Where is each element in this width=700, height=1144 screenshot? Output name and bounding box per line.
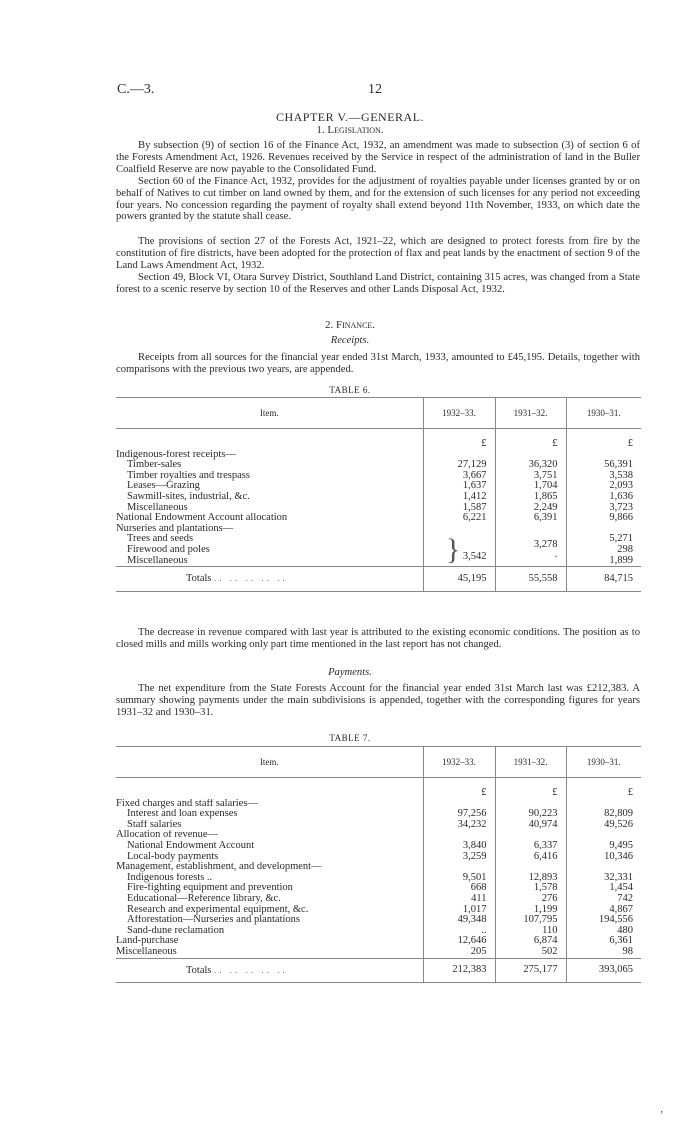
table6-row <box>116 492 641 503</box>
table6-cell: 6,391 <box>495 513 566 524</box>
table7-col-header: 1932–33. <box>423 747 495 778</box>
table6-row <box>116 524 641 535</box>
table7-col-header: Item. <box>116 747 423 778</box>
table6-row-label: Miscellaneous <box>116 503 423 514</box>
table7-row <box>116 947 641 958</box>
table7-row <box>116 894 641 905</box>
receipts-intro: Receipts from all sources for the financial year ended 31st March, 1933, amounted to £45,195. Details, together with comparisons with the previous two years, are appended. <box>116 352 640 375</box>
table6-col-header: 1930–31. <box>586 407 621 418</box>
page-number: 12 <box>368 82 382 97</box>
table7-cell: 10,346 <box>604 850 633 862</box>
table7-cell: 34,232 <box>423 820 495 831</box>
table7-title: TABLE 7. <box>329 733 371 743</box>
table6-currency-row <box>116 439 641 450</box>
table6-row <box>116 460 641 471</box>
table7-row <box>116 915 641 926</box>
table6-total: 55,558 <box>495 567 566 592</box>
table7-cell: 32,331 <box>604 871 633 883</box>
table7-row-label: Miscellaneous <box>116 947 423 958</box>
table6-cell: 1,587 <box>423 503 495 514</box>
table7-row-label: Interest and loan expenses <box>116 809 423 820</box>
table6-row-label: Indigenous-forest receipts— <box>116 450 423 461</box>
table7-cell: 12,646 <box>423 936 495 947</box>
table7-cell: 1,578 <box>495 883 566 894</box>
table7-cell: 49,348 <box>423 915 495 926</box>
table7-total: 393,065 <box>598 964 633 975</box>
table6-nursery-1931 <box>495 534 566 566</box>
table6-cell: 56,391 <box>604 459 633 471</box>
table6 <box>116 397 641 592</box>
table7-cell: 90,223 <box>495 809 566 820</box>
table7-cell: 6,416 <box>495 852 566 863</box>
table6-currency-symbol: £ <box>495 439 566 450</box>
table6-cell: 3,723 <box>609 501 633 513</box>
table7-cell: 1,199 <box>495 905 566 916</box>
table6-cell: 1,899 <box>609 554 633 566</box>
table6-row <box>116 450 641 461</box>
table6-totals-label: Totals .. .. .. .. .. <box>116 567 423 592</box>
table6-row <box>116 503 641 514</box>
table6-col-header: 1931–32. <box>495 398 566 429</box>
table7-cell: 82,809 <box>604 808 633 820</box>
table6-spacer-row <box>116 429 641 440</box>
table7-cell: 411 <box>423 894 495 905</box>
table7-cell: 6,361 <box>609 935 633 947</box>
table7-row-label: National Endowment Account <box>116 841 423 852</box>
table6-row-label: Timber royalties and trespass <box>116 471 423 482</box>
table7-total: 275,177 <box>495 958 566 983</box>
table7-cell: 1,017 <box>423 905 495 916</box>
table6-cell: 27,129 <box>423 460 495 471</box>
table6-row-label: National Endowment Account allocation <box>116 513 423 524</box>
table7-cell: 276 <box>495 894 566 905</box>
table7-cell: 6,874 <box>495 936 566 947</box>
table7-cell: 4,867 <box>609 903 633 915</box>
table7-cell: 205 <box>423 947 495 958</box>
table7-totals-row <box>116 958 641 983</box>
table7-row-label: Indigenous forests .. <box>116 873 423 884</box>
finance-heading: 2. Finance. <box>324 319 376 331</box>
table7-currency-row <box>116 788 641 799</box>
table6-cell: 1,636 <box>609 490 633 502</box>
table7 <box>116 746 641 983</box>
table7-row-label: Local-body payments <box>116 852 423 863</box>
table7-row <box>116 830 641 841</box>
table6-cell: 298 <box>617 543 633 555</box>
table6-cell: 3,751 <box>495 471 566 482</box>
table6-cell: 1,865 <box>495 492 566 503</box>
table6-row-label: Nurseries and plantations— <box>116 524 423 535</box>
legislation-heading: 1. Legislation. <box>316 124 384 136</box>
table7-cell: 668 <box>423 883 495 894</box>
table7-col-header: 1931–32. <box>495 747 566 778</box>
table7-body <box>116 788 641 958</box>
table6-totals-row <box>116 567 641 592</box>
table7-row <box>116 799 641 810</box>
table7-row <box>116 841 641 852</box>
table6-col-header: Item. <box>116 398 423 429</box>
table6-nursery-mark: . <box>554 549 558 561</box>
table6-cell: 36,320 <box>495 460 566 471</box>
table7-total: 212,383 <box>423 958 495 983</box>
table6-row <box>116 481 641 492</box>
table7-cell: 97,256 <box>423 809 495 820</box>
chapter-title: CHAPTER V.—GENERAL. <box>275 110 425 124</box>
legislation-paragraph: Section 60 of the Finance Act, 1932, provides for the adjustment of royalties payable under licenses granted by or on behalf of Natives to cut timber on land owned by them, and for the extension of such licenses for any period not exceeding four years. No concession regarding the payment of royalty shall extend beyond 11th November, 1933, on which date the powers granted by the statute shall cease. <box>116 176 640 223</box>
table6-nursery-row <box>116 534 641 545</box>
table7-row-label: Staff salaries <box>116 820 423 831</box>
payments-heading: Payments. <box>328 667 372 678</box>
table7-cell: 1,454 <box>609 882 633 894</box>
table6-cell: 1,704 <box>495 481 566 492</box>
table6-currency-symbol: £ <box>627 438 633 449</box>
table7-cell: 98 <box>622 945 633 957</box>
table7-cell: 49,526 <box>604 818 633 830</box>
table6-cell: 6,221 <box>423 513 495 524</box>
table6-cell <box>495 524 566 535</box>
legislation-paragraph: By subsection (9) of section 16 of the Finance Act, 1932, an amendment was made to subsection (3) of section 6 of the Forests Amendment Act, 1926. Revenues received by the Service in respect of the administration of land in the Buller Coalfield Reserve are now payable to the Consolidated Fund. <box>116 140 640 175</box>
table7-row-label: Allocation of revenue— <box>116 830 423 841</box>
table7-currency-symbol: £ <box>495 788 566 799</box>
table6-total: 45,195 <box>423 567 495 592</box>
table7-col-header: 1930–31. <box>586 756 621 767</box>
table6-row-label: Firewood and poles <box>116 545 423 556</box>
table7-cell: 12,893 <box>495 873 566 884</box>
table6-col-header: 1932–33. <box>423 398 495 429</box>
table7-cell: 502 <box>495 947 566 958</box>
table6-row-label: Sawmill-sites, industrial, &c. <box>116 492 423 503</box>
table6-cell: 3,667 <box>423 471 495 482</box>
table6-cell: 2,093 <box>609 480 633 492</box>
table7-row-label: Land-purchase <box>116 936 423 947</box>
table7-row-label: Educational—Reference library, &c. <box>116 894 423 905</box>
table7-spacer-row <box>116 778 641 789</box>
payments-intro: The net expenditure from the State Forests Account for the financial year ended 31st March last was £212,383. A summary showing payments under the main subdivisions is appended, together with the corresponding figures for years 1931–32 and 1930–31. <box>116 683 640 718</box>
table6-row-label: Timber-sales <box>116 460 423 471</box>
table7-row <box>116 852 641 863</box>
table7-cell: .. <box>423 926 495 937</box>
table6-cell: 3,538 <box>609 469 633 481</box>
table7-cell: 9,495 <box>609 839 633 851</box>
table7-cell: 3,259 <box>423 852 495 863</box>
table6-title: TABLE 6. <box>329 385 371 395</box>
table7-cell: 742 <box>617 892 633 904</box>
document-code: C.—3. <box>117 82 155 97</box>
margin-mark: ’ <box>660 1110 664 1121</box>
table6-body <box>116 439 641 534</box>
table7-row-label: Research and experimental equipment, &c. <box>116 905 423 916</box>
table6-cell: 9,866 <box>609 512 633 524</box>
table7-currency-symbol: £ <box>627 787 633 798</box>
table7-row <box>116 905 641 916</box>
table6-nursery-value: 3,542 <box>462 551 487 563</box>
table7-cell: 3,840 <box>423 841 495 852</box>
legislation-paragraph: The provisions of section 27 of the Forests Act, 1921–22, which are designed to protect forests from fire by the constitution of fire districts, have been adopted for the protection of flax and peat lands by the enactment of section 9 of the Land Laws Amendment Act, 1932. <box>116 236 640 271</box>
table7-cell: 6,337 <box>495 841 566 852</box>
table7-cell: 480 <box>617 924 633 936</box>
table7-cell: 9,501 <box>423 873 495 884</box>
table7-row-label: Afforestation—Nurseries and plantations <box>116 915 423 926</box>
table6-cell: 1,412 <box>423 492 495 503</box>
table6-row-label: Leases—Grazing <box>116 481 423 492</box>
table7-row-label: Management, establishment, and development— <box>116 862 423 873</box>
table7-row-label: Fixed charges and staff salaries— <box>116 799 423 810</box>
table6-cell: 5,271 <box>609 533 633 545</box>
table6-cell: 2,249 <box>495 503 566 514</box>
table7-row <box>116 873 641 884</box>
table7-row <box>116 936 641 947</box>
table7-currency-symbol: £ <box>423 788 495 799</box>
table6-total: 84,715 <box>604 572 633 584</box>
table6-nursery-1932 <box>423 534 495 566</box>
table6-row-label: Trees and seeds <box>116 534 423 545</box>
receipts-heading: Receipts. <box>330 335 370 346</box>
table6-row-label: Miscellaneous <box>116 556 423 567</box>
table7-header-row <box>116 747 641 778</box>
table7-row-label: Sand-dune reclamation <box>116 926 423 937</box>
legislation-paragraph: Section 49, Block VI, Otara Survey District, Southland Land District, containing 315 acres, was changed from a State forest to a scenic reserve by section 10 of the Reserves and other Lands Disposal Act, 1932. <box>116 272 640 295</box>
table7-row <box>116 809 641 820</box>
table6-header-row <box>116 398 641 429</box>
table7-row <box>116 862 641 873</box>
table7-cell: 110 <box>495 926 566 937</box>
table6-cell: 1,637 <box>423 481 495 492</box>
table6-nursery-value: 3,278 <box>533 538 558 550</box>
brace-icon: } <box>445 533 461 567</box>
table7-totals-label: Totals .. .. .. .. .. <box>116 958 423 983</box>
table7-cell: 40,974 <box>495 820 566 831</box>
table6-row <box>116 471 641 482</box>
table7-row <box>116 820 641 831</box>
table7-cell: 194,556 <box>598 914 633 926</box>
table7-row-label: Fire-fighting equipment and prevention <box>116 883 423 894</box>
table6-row <box>116 513 641 524</box>
table7-row <box>116 883 641 894</box>
table6-currency-symbol: £ <box>423 439 495 450</box>
table7-row <box>116 926 641 937</box>
decrease-note: The decrease in revenue compared with last year is attributed to the existing economic conditions. The position as to closed mills and mills working only part time mentioned in the last report has not changed. <box>116 627 640 650</box>
table7-cell: 107,795 <box>495 915 566 926</box>
